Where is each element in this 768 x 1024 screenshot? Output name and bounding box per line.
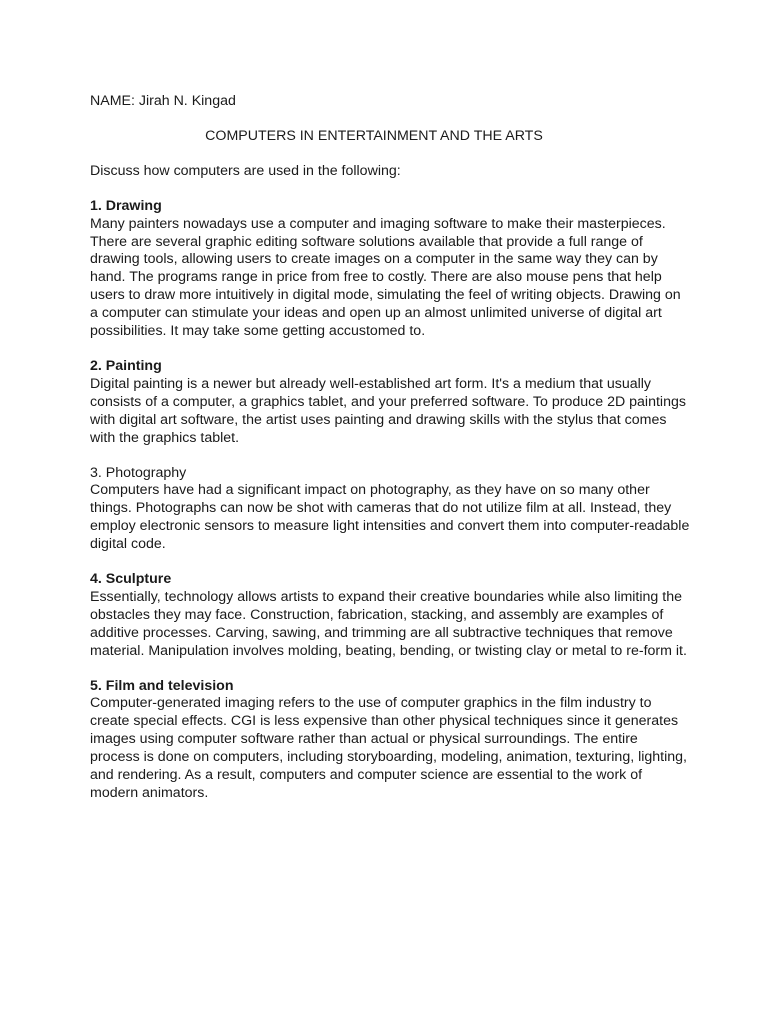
section-heading: 3. Photography	[90, 464, 187, 481]
document-title: COMPUTERS IN ENTERTAINMENT AND THE ARTS	[205, 127, 543, 144]
section-sculpture	[90, 571, 690, 661]
section-body: Digital painting is a newer but already well-established art form. It's a medium that usually consists of a computer, a graphics tablet, and your preferred software. To produce 2D paintings with digital art software, the artist uses painting and drawing skills with the stylus that comes with the graphics tablet.	[90, 375, 686, 446]
section-painting	[90, 358, 690, 448]
section-body: Computers have had a significant impact on photography, as they have on so many other things. Photographs can now be shot with cameras that do not utilize film at all. Instead, they employ electronic sensors to measure light intensities and convert them into computer-readable digital code.	[90, 482, 690, 553]
section-body: Many painters nowadays use a computer and imaging software to make their masterpieces. There are several graphic editing software solutions available that provide a full range of drawing tools, allowing users to create images on a computer in the same way they can by hand. The programs range in price from free to costly. There are also mouse pens that help users to draw more intuitively in digital mode, simulating the feel of writing objects. Drawing on a computer can stimulate your ideas and open up an almost unlimited universe of digital art possibilities. It may take some getting accustomed to.	[90, 215, 681, 340]
student-name-line: NAME: Jirah N. Kingad	[90, 93, 236, 109]
document-content	[90, 93, 690, 820]
section-drawing	[90, 198, 690, 341]
section-film-and-television	[90, 678, 690, 803]
section-photography	[90, 465, 690, 555]
section-heading: 4. Sculpture	[90, 571, 172, 588]
section-heading: 5. Film and television	[90, 677, 234, 694]
section-heading: 2. Painting	[90, 357, 162, 374]
instruction-line: Discuss how computers are used in the following:	[90, 162, 401, 179]
section-body: Essentially, technology allows artists to expand their creative boundaries while also limiting the obstacles they may face. Construction, fabrication, stacking, and assembly are examples of additive processes. Carving, sawing, and trimming are all subtractive techniques that remove material. Manipulation involves molding, beating, bending, or twisting clay or metal to re-form it.	[90, 588, 687, 659]
section-heading: 1. Drawing	[90, 197, 162, 214]
section-body: Computer-generated imaging refers to the use of computer graphics in the film industry to create special effects. CGI is less expensive than other physical techniques since it generates images using computer software rather than actual or physical surroundings. The entire process is done on computers, including storyboarding, modeling, animation, texturing, lighting, and rendering. As a result, computers and computer science are essential to the work of modern animators.	[90, 695, 687, 801]
